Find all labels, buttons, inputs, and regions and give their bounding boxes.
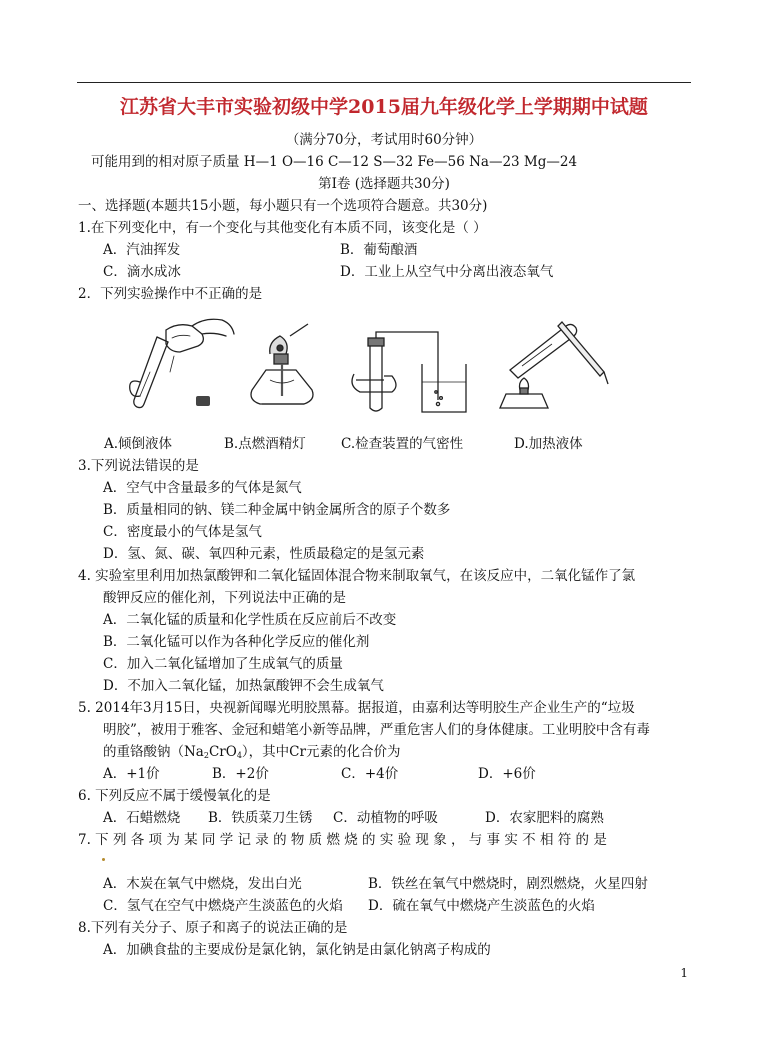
q1-option-a: A．汽油挥发 [103, 242, 181, 258]
q5-option-b: B．+2价 [212, 766, 269, 782]
q7-option-a: A．木炭在氧气中燃烧，发出白光 [103, 876, 302, 892]
q4-option-a: A．二氧化锰的质量和化学性质在反应前后不改变 [103, 612, 397, 628]
q3-option-d: D．氢、氮、碳、氧四种元素，性质最稳定的是氢元素 [103, 546, 425, 562]
q7-option-b: B．铁丝在氧气中燃烧时，剧烈燃烧，火星四射 [368, 876, 648, 892]
q6-option-b: B．铁质菜刀生锈 [208, 810, 313, 826]
q2-option-c: C.检查装置的气密性 [341, 436, 464, 452]
q5-stem-line1: 5. 2014年3月15日，央视新闻曝光明胶黑幕。据报道，由嘉利达等明胶生产企业生产的“垃圾 [78, 700, 635, 716]
score-time-note: （满分70分，考试用时60分钟） [285, 132, 483, 148]
q8-option-a: A．加碘食盐的主要成份是氯化钠，氯化钠是由氯化钠离子构成的 [103, 942, 491, 958]
q2-option-d: D.加热液体 [514, 436, 583, 452]
exam-title: 江苏省大丰市实验初级中学2015届九年级化学上学期期中试题 [120, 96, 648, 118]
q5-stem-line3 [103, 740, 400, 760]
q1-option-d: D．工业上从空气中分离出液态氧气 [340, 264, 554, 280]
q5-option-d: D．+6价 [478, 766, 536, 782]
q5-stem-line2: 明胶”，被用于雅客、金冠和蜡笔小新等品牌，严重危害人们的身体健康。工业明胶中含有毒 [103, 722, 650, 738]
q2-stem: 2．下列实验操作中不正确的是 [78, 286, 263, 302]
q4-stem-line1: 4. 实验室里利用加热氯酸钾和二氧化锰固体混合物来制取氧气，在该反应中，二氧化锰作了氯 [78, 568, 636, 584]
q7-option-c: C．氢气在空气中燃烧产生淡蓝色的火焰 [103, 898, 343, 914]
q6-stem: 6. 下列反应不属于缓慢氧化的是 [78, 788, 271, 804]
atomic-masses: 可能用到的相对原子质量 H—1 O—16 C—12 S—32 Fe—56 Na—23 Mg—24 [91, 154, 578, 170]
q5-option-c: C．+4价 [341, 766, 399, 782]
figure-airtightness-check [344, 330, 484, 420]
q7-option-d: D．硫在氧气中燃烧产生淡蓝色的火焰 [368, 898, 595, 914]
q3-option-c: C．密度最小的气体是氢气 [103, 524, 262, 540]
q7-stem: 7. 下 列 各 项 为 某 同 学 记 录 的 物 质 燃 烧 的 实 验 现 象 ， 与 事 实 不 相 符 的 是 [78, 832, 607, 848]
q5-subscript-2: 4 [236, 751, 242, 760]
page-number: 1 [680, 966, 688, 980]
header-rule [77, 82, 691, 83]
q5-stem-text-c: ），其中Cr元素的化合价为 [241, 744, 401, 760]
q4-option-b: B．二氧化锰可以作为各种化学反应的催化剂 [103, 634, 370, 650]
volume-heading: 第Ⅰ卷 (选择题共30分) [318, 176, 450, 192]
q1-stem: 1.在下列变化中，有一个变化与其他变化有本质不同，该变化是（ ） [78, 220, 487, 236]
q6-option-a: A．石蜡燃烧 [103, 810, 181, 826]
q3-option-b: B．质量相同的钠、镁二种金属中钠金属所含的原子个数多 [103, 502, 451, 518]
q5-subscript-1: 2 [203, 751, 209, 760]
figure-alcohol-lamp [246, 320, 320, 416]
q8-stem: 8.下列有关分子、原子和离子的说法正确的是 [78, 920, 348, 936]
stray-mark [102, 858, 105, 861]
q5-stem-text-b: CrO [208, 744, 237, 760]
section-heading: 一、选择题(本题共15小题，每小题只有一个选项符合题意。共30分) [78, 198, 488, 214]
q4-stem-line2: 酸钾反应的催化剂，下列说法中正确的是 [103, 590, 346, 606]
q4-option-d: D．不加入二氧化锰，加热氯酸钾不会生成氧气 [103, 678, 384, 694]
q2-option-a: A.倾倒液体 [104, 436, 173, 452]
q3-option-a: A．空气中含量最多的气体是氮气 [103, 480, 302, 496]
figure-heating-liquid [492, 312, 622, 416]
figure-pouring-liquid [110, 312, 240, 416]
q6-option-c: C．动植物的呼吸 [333, 810, 438, 826]
q4-option-c: C．加入二氧化锰增加了生成氧气的质量 [103, 656, 343, 672]
q1-option-c: C．滴水成冰 [103, 264, 181, 280]
q6-option-d: D．农家肥料的腐熟 [485, 810, 604, 826]
q5-stem-text-a: 的重铬酸钠（Na [103, 744, 204, 760]
q3-stem: 3.下列说法错误的是 [78, 458, 199, 474]
q5-option-a: A．+1价 [103, 766, 160, 782]
q2-option-b: B.点燃酒精灯 [224, 436, 306, 452]
q1-option-b: B．葡萄酿酒 [340, 242, 418, 258]
